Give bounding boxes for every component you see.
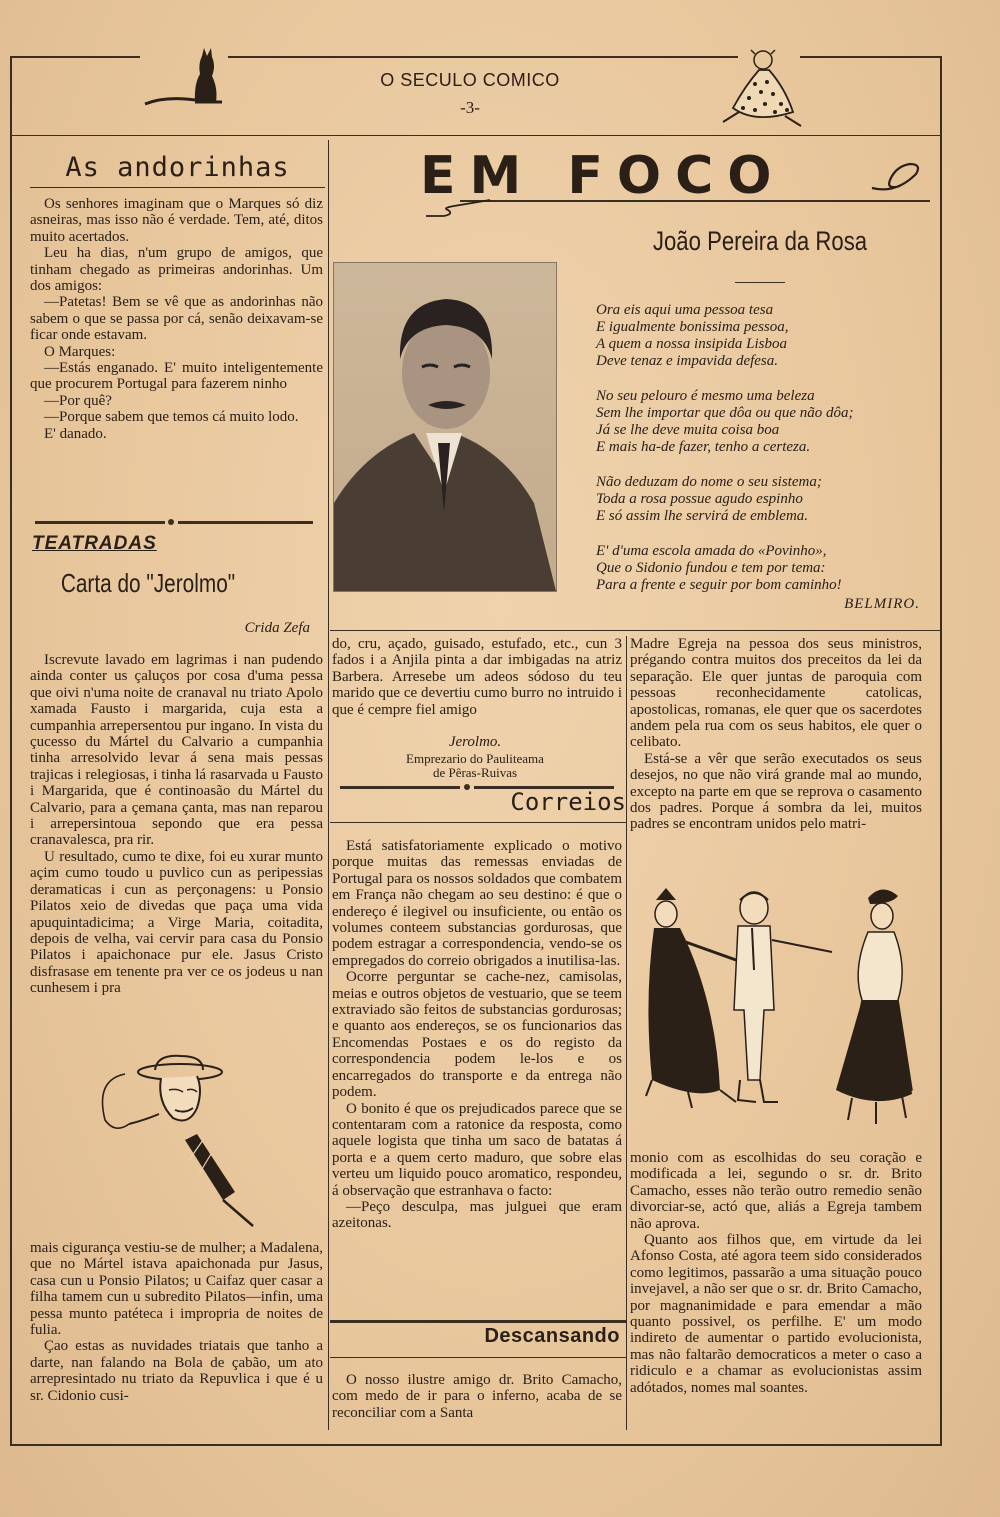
andorinhas-paragraph: E' danado. [44, 425, 107, 442]
correios-heading: Correios [510, 788, 626, 816]
poem-line: Para a frente e seguir por bom caminho! [596, 577, 842, 593]
carta-body-top [30, 652, 323, 997]
descansando-paragraph: O nosso ilustre amigo dr. Brito Camacho, com medo de ir para o inferno, acaba de se reconciliar com a Santa [332, 1372, 622, 1421]
poem-line: A quem a nossa insipida Lisboa [596, 336, 787, 352]
column-divider-1 [328, 140, 329, 1430]
poem-line: Ora eis aqui uma pessoa tesa [596, 302, 774, 318]
top-rule-center [228, 56, 738, 58]
descansando-paragraph: Quanto aos filhos que, em virtude da lei Afonso Costa, até agora teem sido considerados como legitimos, passarão a uma situação pouco invejavel, a não ser que o sr. dr. Brito Camacho, por magnanimidade e para emendar a mão quanto possivel, os perfilhe. E' um modo indireto de aumentar o partido evolucionista, mas não faltarão democraticos a meter o caso a ridiculo e a chamar as evolucionistas assim adótados, nomes mal soantes. [630, 1232, 922, 1396]
descansando-article-start [332, 1372, 622, 1421]
portrait-photo [333, 262, 557, 592]
carta-paragraph: do, cru, açado, guisado, estufado, etc., cun 3 fados i a Anjila pinta a dar imbigadas na atriz Barbera. Arresebe um adeos sódoso du teu marido que ce devertiu cumo burro no intruido i que é cempre fiel amigo [332, 636, 622, 718]
three-figures-illustration [636, 880, 926, 1145]
andorinhas-paragraph: —Porque sabem que temos cá muito lodo. [44, 409, 299, 426]
carta-signature-role [330, 752, 620, 780]
poem-line: E mais ha-de fazer, tenho a certeza. [596, 439, 811, 455]
polka-dot-woman-icon [715, 46, 807, 130]
poem-stanza [596, 388, 936, 456]
poem-line: Sem lhe importar que dôa ou que não dôa; [596, 405, 854, 421]
correios-paragraph: Está satisfatoriamente explicado o motivo porque muitas das remessas enviadas de Portugal para os nossos soldados que combatem em França não chegam ao seu destino: é que o endereço é ilegivel ou insuficiente, ou então os volumes conteem substancias gordurosas, que podem estragar a correspondencia, vendo-se os empregados do correio obrigados a inutilisa-las. [332, 838, 622, 969]
andorinhas-paragraph: O Marques: [44, 343, 116, 360]
carta-paragraph: Iscrevute lavado em lagrimas i nan pudendo ainda conter us çaluços por cosa d'uma pessa que oivi n'uma noite de cranaval nu triato Apolo xamada Fausto i margarida, cuja esta a cumpanhia arrepersentou pur ingano. In vista du çucesso du Mártel du Calvario a cumpanhia tinha arresolvido levar á sena mais pessas trajicas i relegiosas, i tinha lá rasarvada u Fausto i Margarida, que é continoasão du Mártel du Calvario, para a çemana çanta, mas nan reparou i arrepersintoua sepondo que era pessa cranavalesca, pra rir. [30, 652, 323, 849]
carta-continuation [332, 636, 622, 718]
subject-rule [735, 282, 785, 283]
correios-article [332, 838, 622, 1232]
frame-bottom [10, 1444, 942, 1446]
andorinhas-heading: As andorinhas [30, 152, 325, 188]
em-foco-poem [596, 302, 936, 612]
ornament-dot [168, 519, 174, 525]
correios-paragraph: Ocorre perguntar se cache-nez, camisolas, meias e outros objetos de vestuario, que se teem extraviado são feitos de substancias gordurosas; e quanto aos endereços, se os funcionarios das Encomendas Postaes e os do registo da correspondencia podem le-los e os encarregados do transporte e da entrega não podem. [332, 969, 622, 1101]
andorinhas-article [30, 196, 323, 442]
poem-author: BELMIRO. [844, 596, 920, 612]
poem-stanza [596, 543, 936, 594]
correios-rule [330, 822, 626, 823]
top-rule-right [800, 56, 942, 58]
signature-role-line: de Pêras-Ruivas [432, 765, 518, 780]
carta-paragraph: mais cigurança vestiu-se de mulher; a Madalena, que no Mártel istava apaichonada pur Jasus, casa cun u Ponsio Pilatos; u Caifaz quer casar a filha tamem cun u subredito Pilatos—infin, uma pessa munto patéteca i impropria de noites de fulia. [30, 1240, 323, 1339]
carta-heading: Carta do "Jerolmo" [60, 568, 236, 598]
poem-line: E só assim lhe servirá de emblema. [596, 508, 809, 524]
descansando-article-top [630, 636, 922, 833]
em-foco-rule [460, 200, 930, 202]
page-number: -3- [460, 98, 480, 117]
carta-signature: Jerolmo. [448, 734, 502, 750]
poem-stanza [596, 302, 936, 370]
em-foco-subject: João Pereira da Rosa [652, 226, 868, 256]
cat-icon [140, 44, 230, 112]
ornament-rule-left [35, 521, 165, 524]
descansando-paragraph: Madre Egreja na pessoa dos seus ministros, prégando contra muitos dos preceitos da lei da separação. Ele quer juntas de paroquia com pessoas reconhecidamente catolicas, apostolicas, romanas, ele quer que os sacerdotes andem pela rua com os seus habitos, ele quer o celibato. [630, 636, 922, 751]
poem-line: E' d'uma escola amada do «Povinho», [596, 543, 827, 559]
descansando-paragraph: monio com as escolhidas do seu coração e modificada a lei, segundo o sr. dr. Brito Camacho, esses não terão outro remedio senão divorciar-se, actó que, aliás a Egreja tambem não aprova. [630, 1150, 922, 1232]
poem-line: Deve tenaz e impavida defesa. [596, 353, 779, 369]
andorinhas-paragraph: —Por quê? [44, 392, 112, 409]
andorinhas-paragraph: Os senhores imaginam que o Marques só diz asneiras, mas isso não é verdade. Tem, até, ditos muito acertados. [30, 196, 323, 245]
top-rule-left [12, 56, 140, 58]
signature-role-line: Emprezario do Pauliteama [406, 751, 544, 766]
poem-line: Toda a rosa possue agudo espinho [596, 491, 803, 507]
em-foco-bottom-rule [330, 630, 940, 631]
carta-body-bottom [30, 1240, 323, 1404]
descansando-heading: Descansando [484, 1325, 620, 1347]
descansando-paragraph: Está-se a vêr que serão executados os seus desejos, no que não virá grande mal ao mundo, excepto na parte em que se reprova o casamento dos padres. Porque á sombra da lei, muitos padres se encontram unidos pelo matri- [630, 750, 922, 833]
descansando-rule [330, 1357, 626, 1358]
ornament-rule-right [178, 521, 313, 524]
poem-line: Que o Sidonio fundou e tem por tema: [596, 560, 826, 576]
correios-paragraph: —Peço desculpa, mas julguei que eram azeitonas. [332, 1198, 622, 1232]
carta-salutation: Crida Zefa [244, 620, 310, 636]
carta-paragraph: Çao estas as nuvidades triatais que tanho a darte, nan falando na Bola de çabão, um ato arrepresintado nu triato da Repuvlica i que é u sr. Cidonio cusi- [30, 1338, 323, 1404]
poem-line: Já se lhe deve muita coisa boa [596, 422, 780, 438]
ornament-rule-left [340, 786, 460, 789]
frame-left [10, 56, 12, 1444]
column-divider-2 [626, 636, 627, 1430]
flourish-small-icon [424, 196, 494, 220]
caricature-with-umbrella-illustration [85, 1050, 270, 1235]
em-foco-heading: EM FOCO [420, 146, 786, 206]
frame-right [940, 56, 942, 1444]
andorinhas-paragraph: Leu ha dias, n'um grupo de amigos, que tinham chegado as primeiras andorinhas. Um dos amigos: [30, 245, 323, 295]
descansando-article-bottom [630, 1150, 922, 1396]
header-rule [10, 135, 942, 136]
poem-line: No seu pelouro é mesmo uma beleza [596, 388, 815, 404]
poem-line: E igualmente bonissima pessoa, [596, 319, 789, 335]
poem-line: Não deduzam do nome o seu sistema; [596, 474, 822, 490]
flourish-ornament-icon [866, 158, 926, 198]
andorinhas-paragraph: —Estás enganado. E' muito inteligentemente que procurem Portugal para fazerem ninho [30, 360, 323, 393]
andorinhas-paragraph: —Patetas! Bem se vê que as andorinhas não sabem o que se passa por cá, senão deixavam-se ficar onde estavam. [30, 294, 323, 344]
descansando-top-rule [330, 1320, 626, 1323]
correios-paragraph: O bonito é que os prejudicados parece que se contentaram com a ratonice da resposta, como aquele logista que tinha um saco de batatas á porta e a quem certo maduro, que sobre elas verteu um liquido pouco aromatico, respondeu, á observação que estranhava o facto: [332, 1100, 622, 1199]
poem-stanza [596, 474, 936, 525]
masthead-title: O SECULO COMICO [380, 70, 560, 90]
teatradas-section-label: TEATRADAS [32, 533, 157, 554]
carta-paragraph: U resultado, cumo te dixe, foi eu xurar munto açim cumo toudo u puvlico cun as peripessias deramaticas i cun as perçonagens: u Ponsio Pilatos xeio de divedas que paça uma vida apuquintadicima; a Virge Maria, coitadita, depois de velha, vai cervir para casa du Ponsio Pilatos i apaichonace pur ele. Jasus Cristo disfrasase em tenente pra ver ce os jodeus u nan cunhesem i pra [30, 848, 323, 997]
